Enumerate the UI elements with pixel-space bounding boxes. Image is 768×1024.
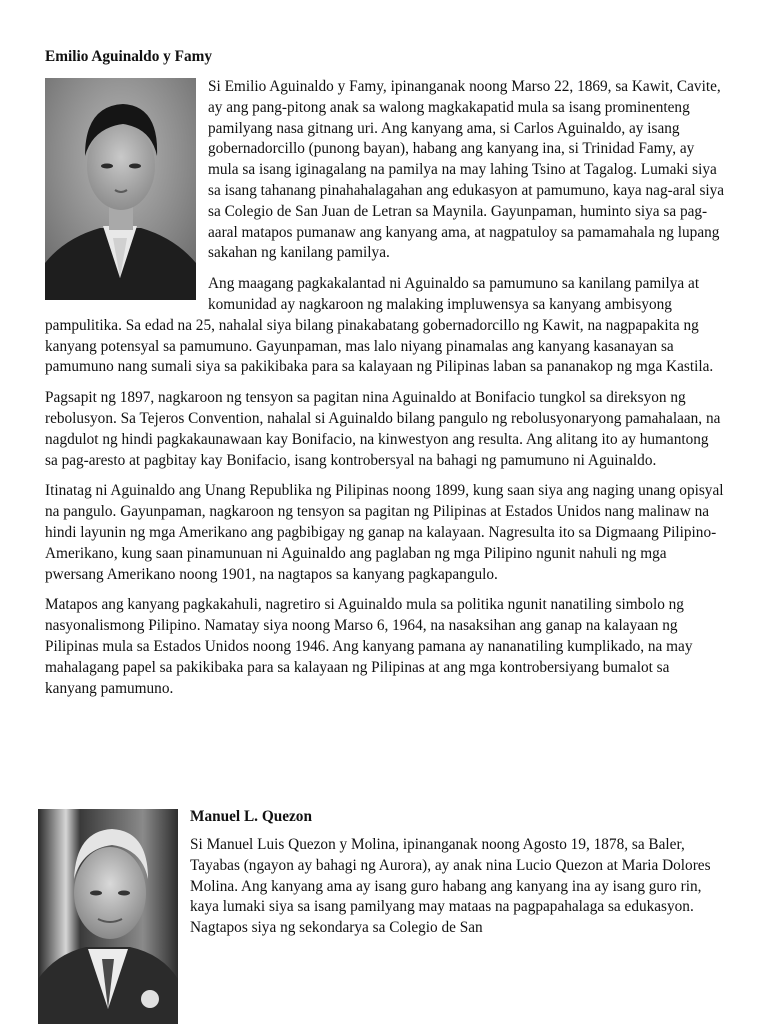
aguinaldo-portrait-illustration [45,78,196,300]
quezon-portrait [38,809,178,1024]
quezon-title: Manuel L. Quezon [190,808,312,825]
quezon-portrait-illustration [38,809,178,1024]
aguinaldo-paragraph-4: Itinatag ni Aguinaldo ang Unang Republika ng Pilipinas noong 1899, kung saan siya ang naging unang opisyal na pangulo. Gayunpaman, nagkaroon ng tensyon sa pagitan ng Pilipinas at Estados Unidos nang malinaw na hindi layunin ng mga Amerikano ang pagbibigay ng ganap na kalayaan. Nagresulta ito sa Digmaang Pilipino-Amerikano, kung saan pinamunuan ni Aguinaldo ang paglaban ng mga Pilipino ngunit nahuli ng mga pwersang Amerikano noong 1901, na nagtapos sa kanyang pagkapangulo. [45,482,724,583]
aguinaldo-paragraph-2: Ang maagang pagkakalantad ni Aguinaldo sa pamumuno sa kanilang pamilya at komunidad ay nagkaroon ng malaking impluwensya sa kanyang ambisyong pampulitika. Sa edad na 25, nahalal siya bilang pinakabatang gobernadorcillo ng Kawit, na nagpapakita ng kanyang potensyal sa pamumuno. Gayunpaman, mas lalo niyang pinamalas ang kanyang kasanayan sa pamumuno nang sumali siya sa pakikibaka para sa kalayaan ng Pilipinas laban sa pananakop ng mga Kastila. [45,275,714,376]
aguinaldo-paragraph-1: Si Emilio Aguinaldo y Famy, ipinanganak noong Marso 22, 1869, sa Kawit, Cavite, ay ang pang-pitong anak sa walong magkakapatid mula sa isang prominenteng pamilyang nasa gitnang uri. Ang kanyang ama, si Carlos Aguinaldo, ay isang gobernadorcillo (punong bayan), habang ang kanyang ina, si Trinidad Famy, ay mula sa isang iginagalang na pamilya na may lahing Tsino at Tagalog. Lumaki siya sa isang tahanang pinahahalagahan ang edukasyon at pamumuno, kaya nag-aral siya sa Colegio de San Juan de Letran sa Maynila. Gayunpaman, huminto siya sa pag-aaral matapos pumanaw ang kanyang ama, at nagpatuloy sa pamamahala ng lupang sakahan ng kanilang pamilya. [208,78,725,262]
aguinaldo-paragraph-5: Matapos ang kanyang pagkakahuli, nagretiro si Aguinaldo mula sa politika ngunit nanatiling simbolo ng nasyonalismong Pilipino. Namatay siya noong Marso 6, 1964, na nasaksihan ang ganap na kalayaan ng Pilipinas mula sa Estados Unidos noong 1946. Ang kanyang pamana ay nananatiling kumplikado, na may mahalagang papel sa pakikibaka para sa kalayaan ng Pilipinas at ang mga kontrobersiyang bumalot sa kanyang pamumuno. [45,596,693,697]
aguinaldo-portrait [45,78,196,300]
aguinaldo-title: Emilio Aguinaldo y Famy [45,48,213,65]
aguinaldo-section [45,46,725,709]
quezon-paragraph-1: Si Manuel Luis Quezon y Molina, ipinanganak noong Agosto 19, 1878, sa Baler, Tayabas (ngayon ay bahagi ng Aurora), ay anak nina Lucio Quezon at Maria Dolores Molina. Ang kanyang ama ay isang guro habang ang kanyang ina ay isang guro rin, kaya lumaki siya sa isang pamilyang may mataas na pagpapahalaga sa edukasyon. Nagtapos siya ng sekondarya sa Colegio de San [190,836,711,937]
aguinaldo-paragraph-3: Pagsapit ng 1897, nagkaroon ng tensyon sa pagitan nina Aguinaldo at Bonifacio tungkol sa direksyon ng rebolusyon. Sa Tejeros Convention, nahalal si Aguinaldo bilang pangulo ng rebolusyonaryong pamahalaan, na nagdulot ng hindi pagkakaunawaan kay Bonifacio, na kinwestyon ang resulta. Ang alitang ito ay humantong sa pag-aresto at pagbitay kay Bonifacio, isang kontrobersyal na bahagi ng pamumuno ni Aguinaldo. [45,389,721,469]
quezon-section [38,806,728,1024]
